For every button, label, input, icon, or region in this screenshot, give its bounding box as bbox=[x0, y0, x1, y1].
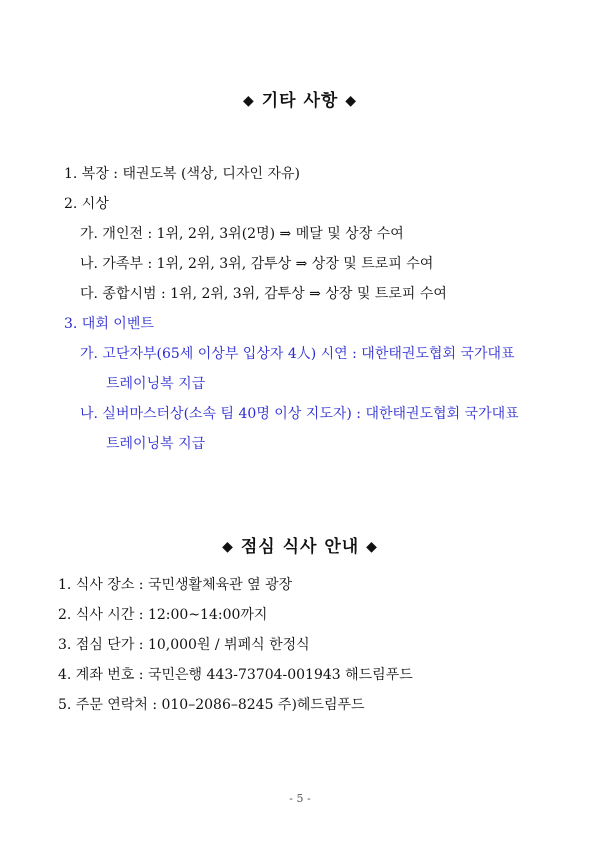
section-heading-lunch bbox=[0, 532, 600, 557]
list-item: 2. 시상 bbox=[64, 196, 109, 212]
list-item: 5. 주문 연락처 : 010–2086–8245 주)헤드림푸드 bbox=[58, 697, 365, 713]
list-item: 나. 가족부 : 1위, 2위, 3위, 감투상 ⇒ 상장 및 트로피 수여 bbox=[80, 256, 434, 272]
list-item: 4. 계좌 번호 : 국민은행 443-73704-001943 해드림푸드 bbox=[58, 667, 413, 683]
list-item-event: 트레이닝복 지급 bbox=[106, 376, 206, 392]
diamond-bullet-icon: ◆ bbox=[222, 539, 234, 555]
section-heading-misc bbox=[0, 86, 600, 111]
list-item-event: 트레이닝복 지급 bbox=[106, 436, 206, 452]
section-title: 점심 식사 안내 bbox=[240, 537, 360, 557]
list-item: 1. 복장 : 태권도복 (색상, 디자인 자유) bbox=[64, 166, 300, 182]
list-item-event: 가. 고단자부(65세 이상부 입상자 4人) 시연 : 대한태권도협회 국가대표 bbox=[80, 346, 515, 362]
page-number: - 5 - bbox=[289, 792, 311, 805]
diamond-bullet-icon: ◆ bbox=[366, 539, 378, 555]
list-item: 1. 식사 장소 : 국민생활체육관 옆 광장 bbox=[58, 577, 293, 593]
list-item: 3. 점심 단가 : 10,000원 / 뷔페식 한정식 bbox=[58, 637, 310, 653]
diamond-bullet-icon: ◆ bbox=[345, 93, 357, 109]
section-title: 기타 사항 bbox=[261, 91, 339, 111]
list-item-event: 나. 실버마스터상(소속 팀 40명 이상 지도자) : 대한태권도협회 국가대표 bbox=[80, 406, 519, 422]
list-item-event: 3. 대회 이벤트 bbox=[64, 316, 154, 332]
diamond-bullet-icon: ◆ bbox=[242, 93, 255, 109]
list-item: 2. 식사 시간 : 12:00~14:00까지 bbox=[58, 607, 268, 623]
list-item: 가. 개인전 : 1위, 2위, 3위(2명) ⇒ 메달 및 상장 수여 bbox=[80, 226, 404, 242]
list-item: 다. 종합시범 : 1위, 2위, 3위, 감투상 ⇒ 상장 및 트로피 수여 bbox=[80, 286, 447, 302]
